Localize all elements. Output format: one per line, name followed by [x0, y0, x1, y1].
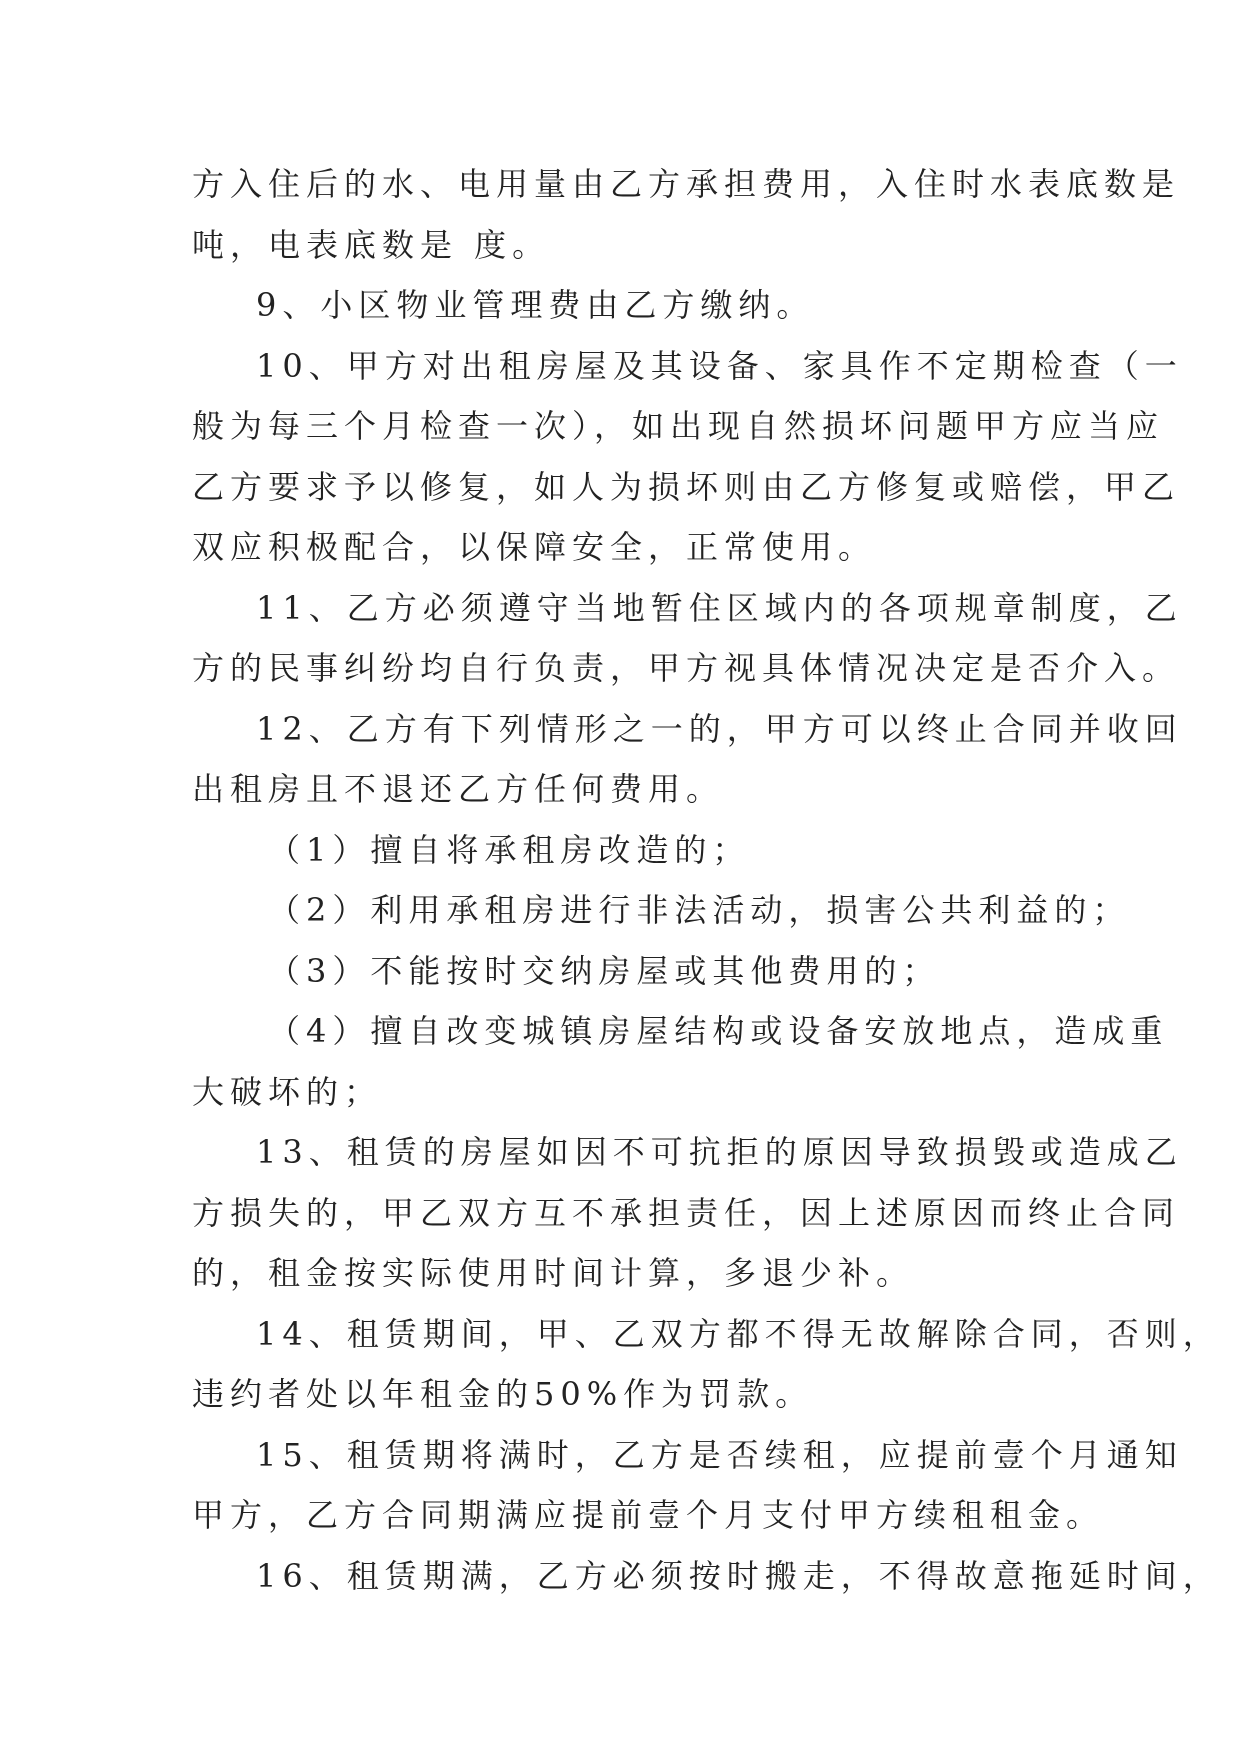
clause-9-line: 9、小区物业管理费由乙方缴纳。	[256, 286, 815, 324]
paragraph-line: 出租房且不退还乙方任何费用。	[192, 770, 725, 808]
clause-15-line: 15、租赁期将满时，乙方是否续租，应提前壹个月通知	[256, 1435, 1183, 1474]
clause-16-line: 16、租赁期满，乙方必须按时搬走，不得故意拖延时间，	[256, 1556, 1221, 1595]
clause-11-line: 11、乙方必须遵守当地暂住区域内的各项规章制度，乙	[256, 588, 1183, 627]
paragraph-line: 甲方，乙方合同期满应提前壹个月支付甲方续租租金。	[192, 1496, 1105, 1534]
document-body	[192, 154, 1221, 1606]
clause-13-line: 13、租赁的房屋如因不可抗拒的原因导致损毁或造成乙	[256, 1133, 1183, 1171]
sub-item-2-line: （2）利用承租房进行非法活动，损害公共利益的；	[268, 891, 1131, 929]
clause-10-line: 10、甲方对出租房屋及其设备、家具作不定期检查（一	[256, 346, 1183, 385]
paragraph-line: 吨，电表底数是 度。	[192, 225, 551, 264]
sub-item-4-line: （4）擅自改变城镇房屋结构或设备安放地点，造成重	[268, 1012, 1169, 1050]
paragraph-line: 方损失的，甲乙双方互不承担责任，因上述原因而终止合同	[192, 1193, 1181, 1232]
paragraph-line: 大破坏的；	[192, 1072, 383, 1111]
paragraph-line: 般为每三个月检查一次），如出现自然损坏问题甲方应当应	[192, 407, 1165, 445]
sub-item-3-line: （3）不能按时交纳房屋或其他费用的；	[268, 951, 941, 990]
paragraph-line: 双应积极配合，以保障安全，正常使用。	[192, 528, 877, 566]
paragraph-line: 方的民事纠纷均自行负责，甲方视具体情况决定是否介入。	[192, 649, 1181, 687]
paragraph-line: 乙方要求予以修复，如人为损坏则由乙方修复或赔偿，甲乙	[192, 467, 1181, 506]
clause-14-line: 14、租赁期间，甲、乙双方都不得无故解除合同，否则，	[256, 1314, 1221, 1353]
paragraph-line: 违约者处以年租金的50%作为罚款。	[192, 1375, 814, 1413]
clause-12-line: 12、乙方有下列情形之一的，甲方可以终止合同并收回	[256, 709, 1183, 748]
sub-item-1-line: （1）擅自将承租房改造的；	[268, 830, 751, 869]
paragraph-line: 的，租金按实际使用时间计算，多退少补。	[192, 1254, 915, 1292]
paragraph-line: 方入住后的水、电用量由乙方承担费用，入住时水表底数是	[192, 165, 1181, 203]
